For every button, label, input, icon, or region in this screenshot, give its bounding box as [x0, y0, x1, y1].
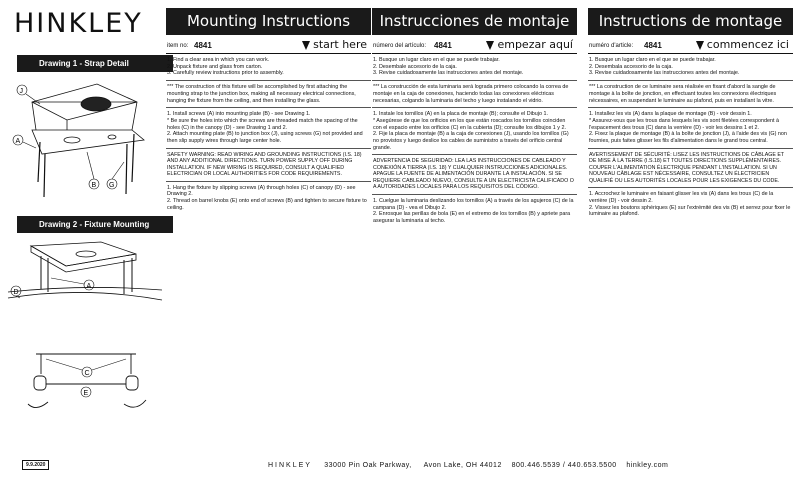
- column-english: [166, 8, 371, 215]
- item-row: [588, 35, 793, 54]
- prep-steps: [588, 54, 793, 81]
- column-title: Instructions de montage: [588, 8, 793, 35]
- step: * Be sure the holes into which the screws are threaded match the spacing of the holes (C) in the canopy (D) - see Drawing 1 and 2.: [167, 117, 358, 131]
- step: 1. Instale los tornillos (A) en la placa de montaje (B); consulte el Dibujo 1.: [373, 111, 548, 118]
- step: 1. Cuelgue la luminaria deslizando los tornillos (A) a través de los agujeros (C) de la campana (D) - vea el Dibujo 2.: [373, 197, 574, 211]
- item-label: número del artículo:: [373, 43, 427, 49]
- step: 1. Find a clear area in which you can work.: [167, 57, 270, 63]
- footer-website[interactable]: hinkley.com: [626, 462, 669, 469]
- construction-note: [166, 81, 371, 108]
- step: 2. Fixez la plaque de montage (B) à la boîte de jonction (J), à l'aide des vis (G) non fournies, puis faites glisser les fils d'alimentation dans le grand trou central.: [589, 131, 787, 145]
- step: 2. Attach mounting plate (B) to junction box (J), using screws (G) not provided and then slip supply wires through large center hole.: [167, 131, 363, 145]
- label-a: A: [15, 138, 21, 145]
- down-arrow-icon: [696, 41, 704, 50]
- date-stamp: 9.9.2020: [22, 460, 49, 470]
- barrel-knobs: [28, 354, 146, 408]
- item-label: item no:: [167, 43, 189, 49]
- start-here: [696, 38, 789, 51]
- note-text: *** The construction of this fixture will be accomplished by first attaching the mounting strap to the junction box, making all necessary electrical connections, hanging the fixture from the ceiling, and then installing the glass.: [167, 84, 356, 104]
- hang-steps: [166, 182, 371, 215]
- drawing1-strap-detail: [12, 72, 162, 202]
- step: 1. Installez les vis (A) dans la plaque de montage (B) - voir dessin 1.: [589, 111, 752, 118]
- step: 2. Thread on barrel knobs (E) onto end of screws (B) and tighten to secure fixture to ceiling.: [167, 198, 367, 211]
- construction-note: [372, 81, 577, 108]
- start-label: commencez ici: [706, 38, 789, 51]
- item-row: [166, 35, 371, 54]
- step: 2. Desembale accesorio de la caja.: [373, 63, 457, 70]
- footer-brand: HINKLEY: [268, 462, 312, 469]
- safety-warning: ADVERTENCIA DE SEGURIDAD: LEA LAS INSTRUCCIONES DE CABLEADO Y CONEXIÓN A TIERRA (I.S. 18) Y CUALQUIER INSTRUCCIONES ADICIONALES. APAGUE LA FUENTE DE ALIMENTACIÓN DURANTE LA INSTALACIÓN. SI SE REQUIERE CABLEADO NUEVO, CONSULTE A UN ELECTRICISTA CALIFICADO O A AUTORIDADES LOCALES PARA LOS REQUISITOS DEL CÓDIGO.: [372, 155, 577, 195]
- label-j: J: [19, 88, 23, 95]
- d2-label-a: D: [13, 289, 19, 296]
- step: 1. Busque un lugar claro en el que se puede trabajar.: [373, 57, 500, 63]
- step: 3. Carefully review instructions prior to assembly.: [167, 70, 284, 77]
- column-spanish: [372, 8, 577, 228]
- install-steps: [166, 108, 371, 149]
- safety-warning: AVERTISSEMENT DE SÉCURITÉ: LISEZ LES INSTRUCTIONS DE CÂBLAGE ET DE MISE À LA TERRE (I.S.18) ET TOUTES DIRECTIONS SUPPLÉMENTAIRES. COUPER L'ALIMENTATION ÉLECTRIQUE PENDANT L'INSTALLATION. SI UN NOUVEAU CÂBLAGE EST NÉCESSAIRE, CONSULTEZ UN ÉLECTRICIEN QUALIFIÉ OU LES AUTORITÉS LOCALES POUR LES EXIGENCES DU CODE.: [588, 149, 793, 189]
- d2-label-d: A: [86, 283, 92, 290]
- column-french: [588, 8, 793, 221]
- fixture-dome: [8, 292, 162, 300]
- step: 1. Accrochez le luminaire en faisant glisser les vis (A) dans les trous (C) de la verrière (D) - voir dessin 2.: [589, 191, 774, 204]
- start-here: [302, 38, 367, 51]
- start-label: empezar aquí: [497, 38, 573, 51]
- hang-steps: [588, 188, 793, 221]
- step: * Assurez-vous que les trous dans lesquels les vis sont filetées correspondent à l'espacement des trous (C) dans la verrière (D) - voir les dessins 1 et 2.: [589, 117, 779, 131]
- item-row: [372, 35, 577, 54]
- hang-steps: [372, 195, 577, 228]
- column-title: Mounting Instructions: [166, 8, 371, 35]
- item-label: numéro d'article:: [589, 43, 634, 49]
- column-title: Instrucciones de montaje: [372, 8, 577, 35]
- safety-warning: SAFETY WARNING: READ WIRING AND GROUNDING INSTRUCTIONS (I.S. 18) AND ANY ADDITIONAL DIRECTIONS. TURN POWER SUPPLY OFF DURING INSTALLATION. IF NEW WIRING IS REQUIRED, CONSULT A QUALIFIED ELECTRICIAN OR LOCAL AUTHORITIES FOR CODE REQUIREMENTS.: [166, 149, 371, 182]
- step: 1. Install screws (A) into mounting plate (B) - see Drawing 1.: [167, 111, 311, 118]
- drawing2-fixture-mounting: [6, 234, 164, 424]
- install-steps: [372, 108, 577, 155]
- start-here: [486, 38, 573, 51]
- step: 1. Busque un lugar claro en el que se puede trabajar.: [589, 57, 716, 63]
- canopy: [31, 242, 136, 272]
- prep-steps: [166, 54, 371, 81]
- step: 2. Desembala accesorio de la caja.: [589, 63, 673, 70]
- footer: [268, 462, 668, 469]
- label-b: B: [91, 182, 97, 189]
- item-number: 4841: [194, 41, 212, 50]
- step: 3. Revise cuidadosamente las instrucciones antes del montaje.: [373, 70, 524, 77]
- construction-note: [588, 81, 793, 108]
- note-text: *** La construcción de esta luminaria será lograda primero colocando la correa de montaje en la caja de conexiones, haciendo todas las conexiones eléctricas necesarias, colgando la luminaria del techo y luego instalando el vidrio.: [373, 84, 569, 104]
- footer-address: 33000 Pin Oak Parkway,: [324, 462, 412, 469]
- footer-phones: 800.446.5539 / 440.653.5500: [511, 462, 617, 469]
- start-label: start here: [313, 38, 367, 51]
- step: 2. Enrosque las perillas de bola (E) en el extremo de los tornillos (B) y apriete para asegurar la luminaria al techo.: [373, 211, 571, 225]
- brand-logo: HINKLEY: [14, 8, 143, 39]
- footer-city: Avon Lake, OH 44012: [423, 462, 502, 469]
- note-text: *** La construction de ce luminaire sera réalisée en fixant d'abord la sangle de montage à la boîte de jonction, en effectuant toutes les connexions électriques nécessaires, en suspendant le luminaire au plafond, puis en installant la vitre.: [589, 84, 777, 104]
- step: 3. Revise cuidadosamente las instrucciones antes del montaje.: [589, 70, 740, 77]
- step: 2. Vissez les boutons sphériques (E) sur l'extrémité des vis (B) et serrez pour fixer le luminaire au plafond.: [589, 204, 791, 218]
- step: * Asegúrese de que los orificios en los que están roscados los tornillos coinciden con el espacio entre los orificios (C) en la cubierta (D); consulte los dibujos 1 y 2.: [373, 117, 566, 131]
- drawing1-title: Drawing 1 - Strap Detail: [17, 55, 173, 72]
- step: 2. Fije la placa de montaje (B) a la caja de conexiones (J), usando los tornillos (G) no provistos y luego deslice los cables de suministro a través del orificio central grande.: [373, 131, 569, 151]
- item-number: 4841: [434, 41, 452, 50]
- step: 1. Hang the fixture by slipping screws (A) through holes (C) of canopy (D) - see Drawing 2.: [167, 184, 356, 198]
- prep-steps: [372, 54, 577, 81]
- label-g: G: [109, 182, 115, 189]
- install-steps: [588, 108, 793, 149]
- drawing2-title: Drawing 2 - Fixture Mounting: [17, 216, 173, 233]
- d2-label-e: E: [83, 390, 89, 397]
- item-number: 4841: [644, 41, 662, 50]
- down-arrow-icon: [486, 41, 494, 50]
- step: 2. Unpack fixture and glass from carton.: [167, 63, 263, 70]
- d2-label-c: C: [84, 370, 90, 377]
- down-arrow-icon: [302, 41, 310, 50]
